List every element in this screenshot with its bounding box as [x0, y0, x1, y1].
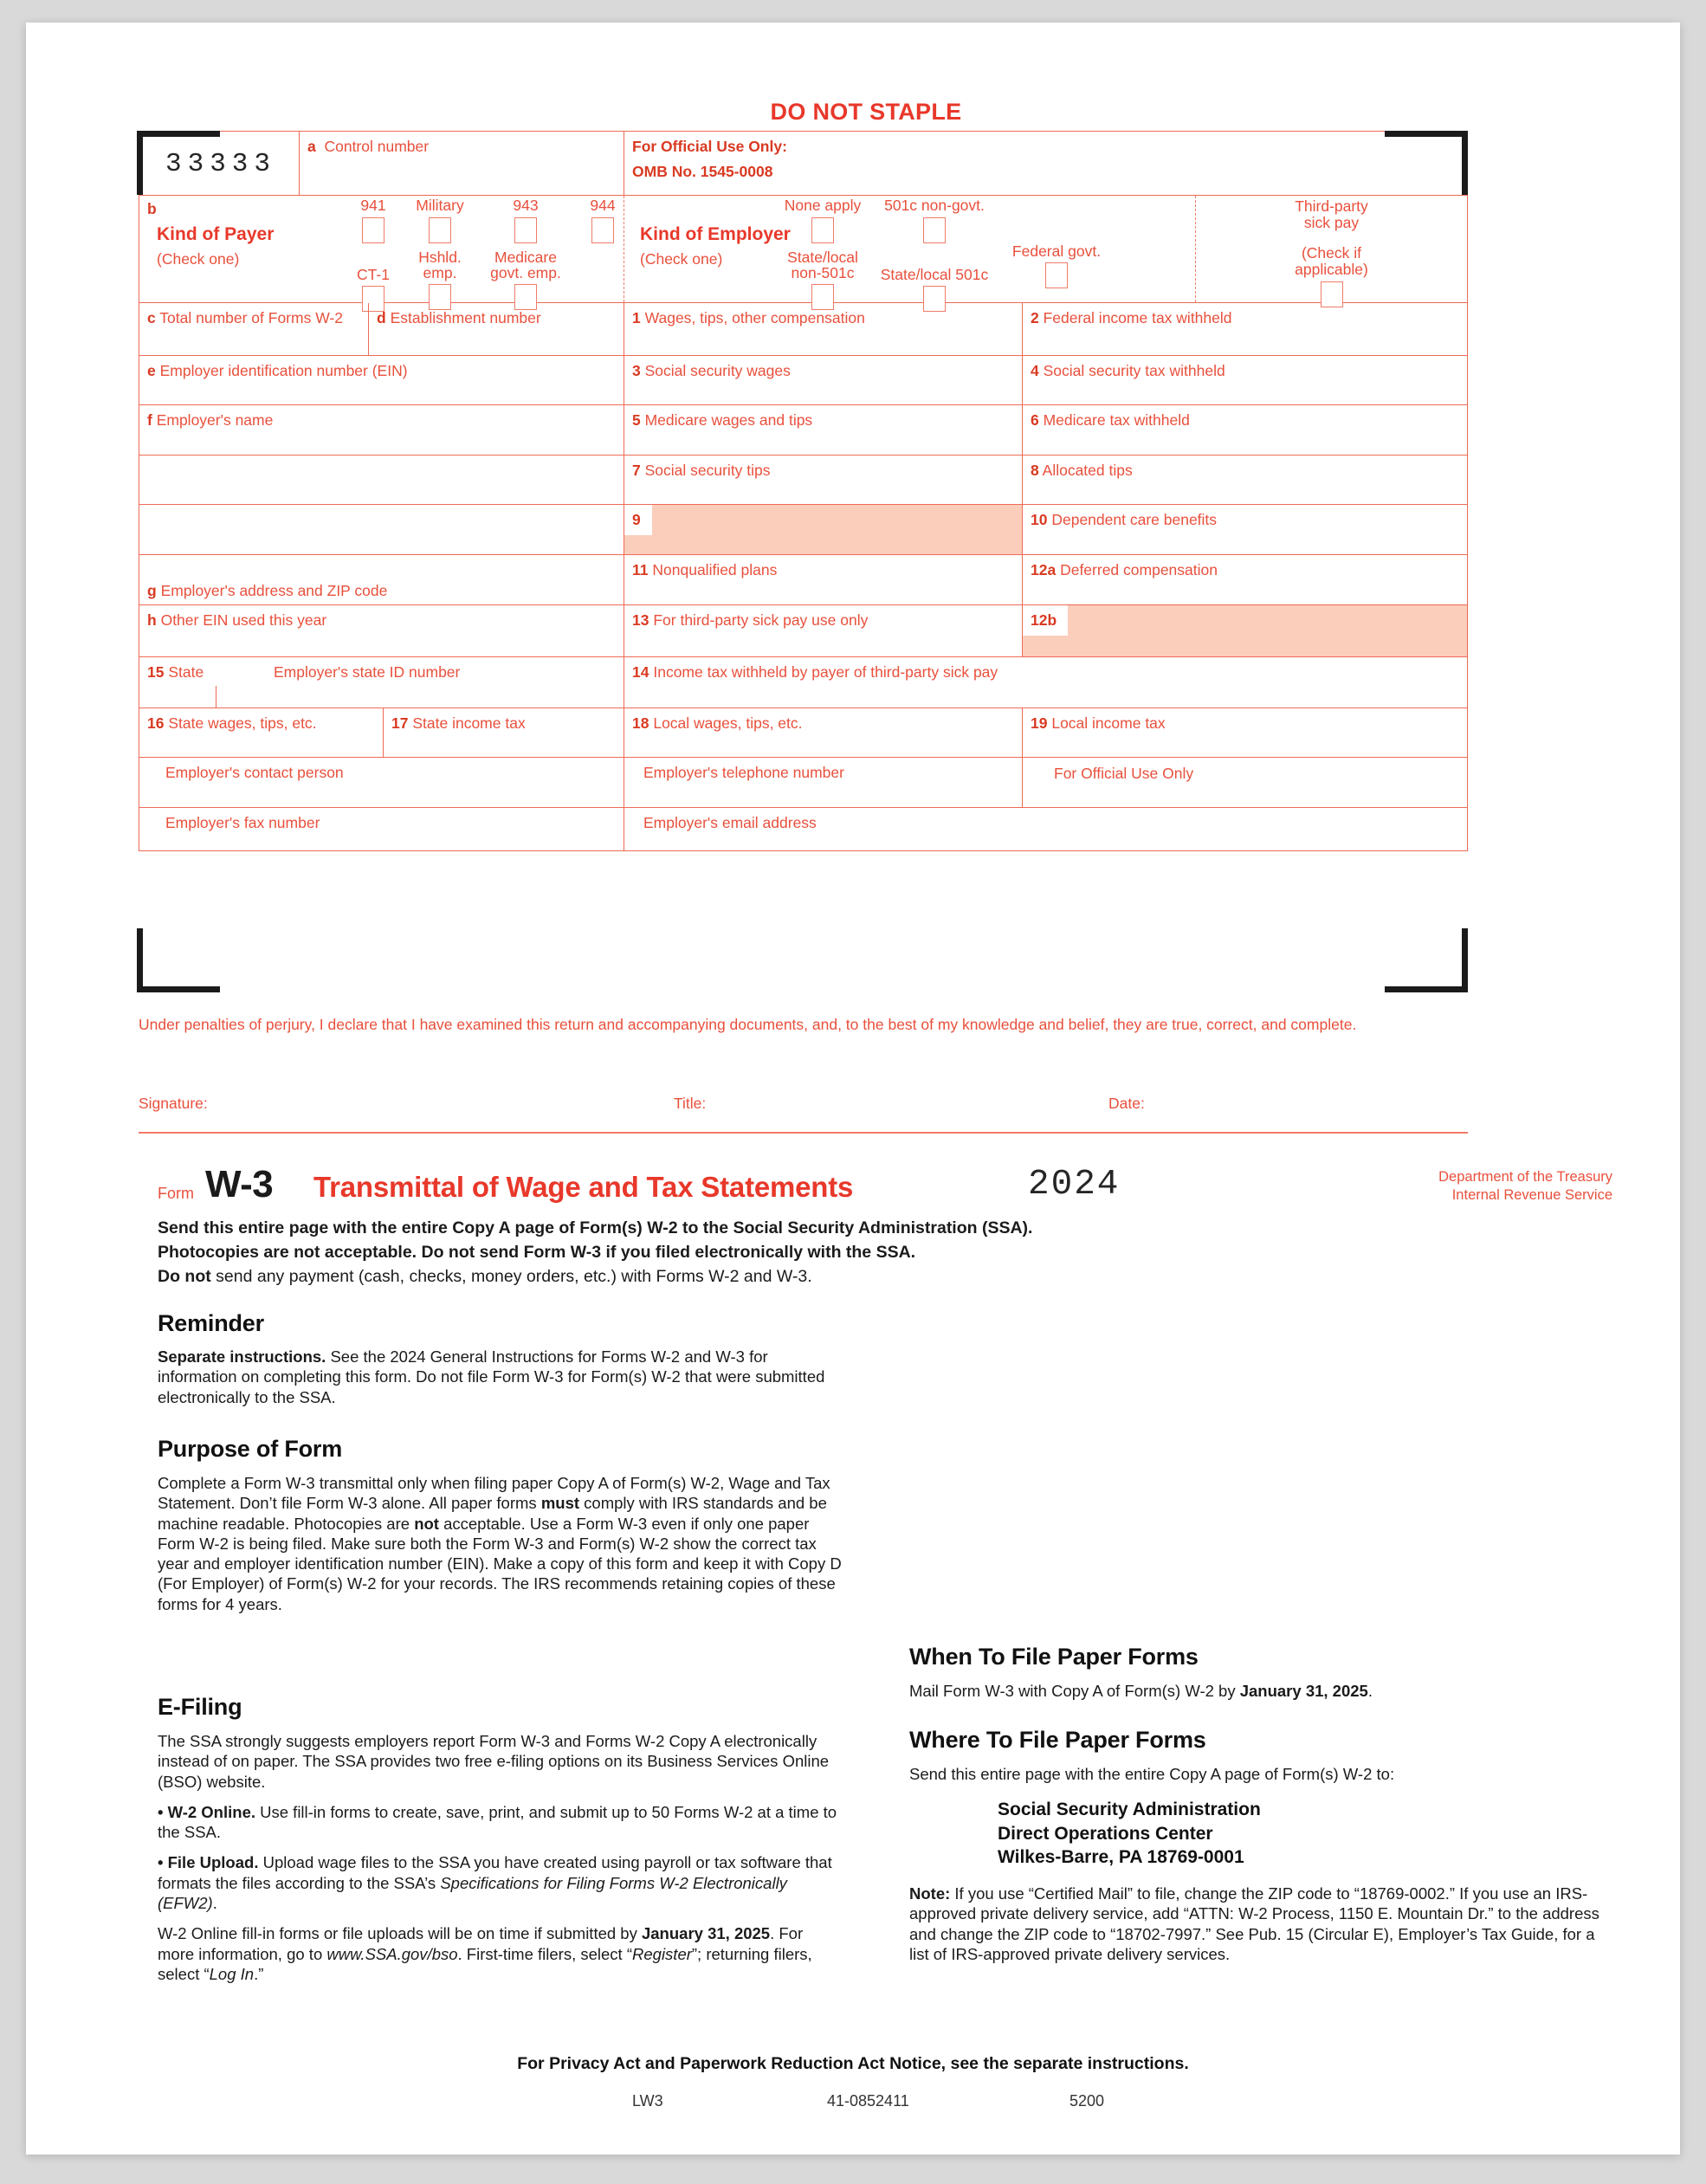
efiling-section [158, 1694, 842, 1984]
efiling-p2-url[interactable]: www.SSA.gov/bso [326, 1944, 458, 1963]
corner-bracket-tl-v [137, 131, 143, 195]
date-label: Date: [1108, 1095, 1145, 1112]
payer-checkbox-military[interactable] [429, 217, 451, 243]
kind-of-employer-title: Kind of Employer [640, 224, 791, 244]
box-12b [1023, 605, 1467, 656]
box-14-num: 14 [632, 663, 649, 681]
when-to-file-b: . [1367, 1682, 1373, 1700]
efiling-p2-date: January 31, 2025 [641, 1924, 771, 1943]
row-16-17-18-19 [139, 708, 1467, 758]
payer-col-military [408, 197, 472, 314]
box-16-num: 16 [147, 714, 165, 732]
efiling-bullet1-rest: Use fill-in forms to create, save, print, and submit up to 50 Forms W-2 at a time to the SSA. [158, 1802, 837, 1842]
form-number: W-3 [205, 1163, 274, 1205]
box-c[interactable] [139, 303, 369, 355]
reminder-lead: Separate instructions. [158, 1347, 326, 1366]
corner-bracket-br-v [1462, 928, 1468, 992]
box-14-label: Income tax withheld by payer of third-party sick pay [653, 663, 998, 681]
where-to-file-section [909, 1727, 1612, 1964]
reminder-body [158, 1347, 842, 1407]
purpose-heading: Purpose of Form [158, 1436, 343, 1462]
box-19-num: 19 [1031, 714, 1048, 732]
payer-col-944 [579, 197, 626, 248]
box-2-label: Federal income tax withheld [1043, 309, 1232, 326]
box-15-state-id-label: Employer's state ID number [274, 663, 461, 681]
box-2-num: 2 [1031, 309, 1039, 326]
third-party-title: Third-party sick pay [1295, 197, 1368, 231]
box-12b-num: 12b [1023, 605, 1068, 636]
field-email[interactable] [624, 808, 1467, 850]
box-12a-label: Deferred compensation [1060, 561, 1218, 578]
control-number-field[interactable] [300, 132, 624, 195]
perjury-statement: Under penalties of perjury, I declare that I have examined this return and accompanying documents, and, to the best of my knowledge and belief, they are true, correct, and complete. [139, 1016, 1357, 1033]
box-6-num: 6 [1031, 411, 1039, 429]
payer-label-944: 944 [590, 197, 616, 214]
box-g-label: Employer's address and ZIP code [160, 581, 388, 599]
box-c-letter: c [147, 309, 156, 326]
reminder-heading: Reminder [158, 1310, 264, 1336]
efiling-heading: E-Filing [158, 1694, 242, 1720]
signature-label: Signature: [139, 1095, 208, 1112]
employer-checkbox-federal-govt[interactable] [1045, 262, 1068, 288]
box-10[interactable] [1023, 505, 1467, 554]
box-4[interactable] [1023, 356, 1467, 404]
when-to-file-heading: When To File Paper Forms [909, 1644, 1199, 1670]
row-15-14 [139, 657, 1467, 708]
purpose-p1b: comply with IRS standards and be machine readable. Photocopies are [158, 1494, 827, 1533]
control-number-letter: a [307, 138, 316, 155]
note-rest: If you use “Certified Mail” to file, change the ZIP code to “18769-0002.” If you use an IRS-approved private delivery service, add “ATTN: W-2 Process, 1150 E. Mountain Dr.” to the address and change the ZIP code to “18702-7997.” See Pub. 15 (Circular E), Employer’s Tax Guide, for a list of IRS-approved private delivery services. [909, 1884, 1599, 1964]
box-3-num: 3 [632, 362, 641, 379]
field-official-use-2 [1023, 758, 1467, 807]
payer-col-941 [346, 197, 401, 316]
employer-checkbox-none-apply[interactable] [811, 217, 834, 243]
box-15-label: State [168, 663, 204, 681]
ssa-address-line3: Wilkes-Barre, PA 18769-0001 [998, 1846, 1244, 1867]
box-7-num: 7 [632, 462, 641, 479]
footer-code-right: 5200 [1069, 2092, 1105, 2110]
when-to-file-date: January 31, 2025 [1239, 1682, 1368, 1700]
when-to-file-section [909, 1644, 1612, 1701]
payer-checkbox-943[interactable] [514, 217, 537, 243]
box-d-label: Establishment number [390, 309, 541, 326]
employer-col-none-apply [776, 197, 869, 314]
footer-code-mid: 41-0852411 [827, 2092, 909, 2110]
efiling-p2-login: Log In [209, 1964, 255, 1983]
payer-label-medicare-govt: Medicare govt. emp. [490, 248, 561, 282]
box-11-num: 11 [632, 561, 649, 578]
box-12a-num: 12a [1031, 561, 1057, 578]
when-to-file-body [909, 1681, 1612, 1701]
box-5[interactable] [624, 405, 1023, 455]
kind-of-payer-subtitle: (Check one) [157, 250, 240, 268]
corner-bracket-br-h [1385, 986, 1468, 992]
box-13-label: For third-party sick pay use only [653, 611, 869, 629]
box-c-label: Total number of Forms W-2 [159, 309, 343, 326]
row-c-d-1-2 [139, 303, 1467, 356]
box-7[interactable] [624, 456, 1023, 504]
w3-form-grid [139, 131, 1468, 851]
box-h-letter: h [147, 611, 157, 629]
box-5-label: Medicare wages and tips [644, 411, 813, 429]
box-16[interactable] [139, 708, 384, 757]
payer-label-hshld-emp: Hshld. emp. [418, 248, 462, 282]
employer-label-501c-nongovt: 501c non-govt. [884, 197, 985, 214]
efiling-p2e: .” [254, 1964, 264, 1983]
title-label: Title: [674, 1095, 707, 1112]
purpose-not: not [414, 1514, 439, 1533]
payer-checkbox-944[interactable] [591, 217, 614, 243]
third-party-sick-pay-section [1196, 196, 1467, 302]
employer-name-continuation-2[interactable] [139, 505, 624, 554]
payer-label-ct1: CT-1 [357, 265, 390, 283]
contact-person-label: Employer's contact person [165, 764, 344, 781]
box-e[interactable] [139, 356, 624, 404]
efiling-p2c: . First-time filers, select “ [457, 1944, 632, 1963]
reminder-text: See the 2024 General Instructions for Forms W-2 and W-3 for information on completing this form. Do not file Form W-3 for Form(s) W-2 that were submitted electronically to the SSA. [158, 1347, 825, 1406]
privacy-act-notice: For Privacy Act and Paperwork Reduction Act Notice, see the separate instructions. [517, 2054, 1189, 2073]
efiling-bullet1-lead: • W-2 Online. [158, 1802, 255, 1821]
corner-bracket-tr-h [1385, 131, 1468, 137]
box-6-label: Medicare tax withheld [1043, 411, 1190, 429]
row-contact [139, 758, 1467, 808]
where-to-file-intro: Send this entire page with the entire Copy A page of Form(s) W-2 to: [909, 1765, 1395, 1783]
efiling-bullet-1 [158, 1802, 842, 1843]
telephone-label: Employer's telephone number [643, 764, 844, 781]
box-10-label: Dependent care benefits [1051, 511, 1218, 528]
official-use-cell [624, 132, 1467, 195]
efiling-bullet2-rest-a: Upload wage files to the SSA you have created using payroll or tax software that formats the files according to the SSA’s [158, 1853, 832, 1892]
box-19[interactable] [1023, 708, 1467, 757]
corner-bracket-tl-h [137, 131, 220, 137]
employer-label-state-local-non501c: State/local non-501c [787, 248, 858, 282]
when-to-file-a: Mail Form W-3 with Copy A of Form(s) W-2 by [909, 1682, 1240, 1700]
box-8-num: 8 [1031, 462, 1039, 479]
box-4-num: 4 [1031, 362, 1039, 379]
box-15-num: 15 [147, 663, 165, 681]
control-number-label: Control number [324, 138, 430, 155]
note-lead: Note: [909, 1884, 951, 1903]
corner-bracket-bl-v [137, 928, 143, 992]
send-line-3 [158, 1264, 1612, 1289]
box-g[interactable] [139, 555, 624, 604]
box-2[interactable] [1023, 303, 1467, 355]
box-f-label: Employer's name [156, 411, 274, 429]
control-number-value-cell[interactable] [139, 132, 300, 195]
ssa-address-line1: Social Security Administration [998, 1800, 1261, 1820]
box-1-label: Wages, tips, other compensation [644, 309, 865, 326]
form-title-band [158, 1161, 1612, 1210]
official-use-2-label: For Official Use Only [1054, 765, 1194, 782]
box-12a[interactable] [1023, 555, 1467, 604]
row-e-3-4 [139, 356, 1467, 405]
box-3[interactable] [624, 356, 1023, 404]
box-1[interactable] [624, 303, 1023, 355]
kind-of-employer-subtitle: (Check one) [640, 250, 723, 268]
fax-label: Employer's fax number [165, 814, 320, 831]
where-to-file-note [909, 1884, 1612, 1964]
send-line-1: Send this entire page with the entire Copy A page of Form(s) W-2 to the Social Security Administration (SSA). [158, 1218, 1033, 1237]
box-19-label: Local income tax [1051, 714, 1166, 732]
ssa-address-line2: Direct Operations Center [998, 1823, 1213, 1844]
box-18-label: Local wages, tips, etc. [653, 714, 803, 732]
efiling-p2-register: Register [632, 1944, 692, 1963]
payer-label-943: 943 [513, 197, 539, 214]
send-line-3-bold: Do not [158, 1267, 211, 1287]
box-5-num: 5 [632, 411, 641, 429]
efiling-p2b: . For more information, go to [158, 1924, 804, 1963]
field-contact-person[interactable] [139, 758, 624, 807]
field-fax[interactable] [139, 808, 624, 850]
payer-label-military: Military [416, 197, 464, 214]
omb-number: OMB No. 1545-0008 [632, 163, 773, 181]
department-line1: Department of the Treasury [1438, 1169, 1612, 1185]
efiling-p1: The SSA strongly suggests employers report Form W-3 and Forms W-2 Copy A electronically instead of on paper. The SSA provides two free e-filing options on its Business Services Online (BSO) website. [158, 1732, 830, 1791]
row-f-5-6 [139, 405, 1467, 456]
box-13-num: 13 [632, 611, 649, 629]
third-party-subtitle: (Check if applicable) [1295, 243, 1368, 278]
efiling-bullet2-lead: • File Upload. [158, 1853, 259, 1872]
efiling-p2 [158, 1923, 842, 1984]
employer-label-federal-govt: Federal govt. [1011, 242, 1102, 260]
box-d-letter: d [377, 309, 386, 326]
box-e-label: Employer identification number (EIN) [159, 362, 408, 379]
ssa-address [998, 1798, 1612, 1869]
kind-of-payer-letter: b [147, 200, 157, 217]
row-kind-of [139, 196, 1467, 303]
box-e-letter: e [147, 362, 156, 379]
box-18-num: 18 [632, 714, 649, 732]
box-d[interactable] [369, 303, 624, 355]
box-16-label: State wages, tips, etc. [168, 714, 317, 732]
efiling-bullet2-rest-b: . [212, 1894, 217, 1913]
row-blank-7-8 [139, 456, 1467, 505]
employer-checkbox-501c-nongovt[interactable] [923, 217, 946, 243]
purpose-must: must [540, 1494, 580, 1513]
email-label: Employer's email address [643, 814, 817, 831]
payer-col-943 [475, 197, 576, 314]
reminder-section [158, 1310, 842, 1407]
box-14[interactable] [624, 657, 1467, 708]
purpose-p1c: acceptable. Use a Form W-3 even if only one paper Form W-2 is being filed. Make sure both the Form W-3 and Form(s) W-2 show the correct tax year and employer identification number (EIN). Make a copy of this form and keep it with Copy D (For Employer) of Form(s) W-2 for your records. The IRS recommends retaining copies of these forms for 4 years. [158, 1514, 842, 1613]
form-word: Form [158, 1185, 194, 1202]
purpose-body [158, 1473, 842, 1614]
box-6[interactable] [1023, 405, 1467, 455]
row-h-13-12b [139, 605, 1467, 657]
send-line-2: Photocopies are not acceptable. Do not send Form W-3 if you filed electronically with the SSA. [158, 1243, 916, 1263]
box-f-letter: f [147, 411, 152, 429]
box-g-letter: g [147, 581, 157, 599]
send-line-3-rest: send any payment (cash, checks, money orders, etc.) with Forms W-2 and W-3. [210, 1267, 812, 1287]
efiling-p2d: ”; returning filers, select “ [158, 1944, 812, 1983]
box-7-label: Social security tips [644, 462, 771, 479]
signature-row [139, 1095, 1468, 1134]
efiling-bullet-2 [158, 1852, 842, 1913]
kind-of-payer-section [139, 196, 624, 302]
employer-label-state-local-501c: State/local 501c [880, 265, 989, 283]
send-instructions [158, 1216, 1612, 1289]
box-h[interactable] [139, 605, 624, 656]
do-not-staple-heading: DO NOT STAPLE [770, 99, 962, 125]
box-13[interactable] [624, 605, 1023, 656]
where-to-file-heading: Where To File Paper Forms [909, 1727, 1206, 1753]
tax-year: 2024 [1028, 1165, 1121, 1205]
row-fax-email [139, 808, 1467, 851]
box-8[interactable] [1023, 456, 1467, 504]
payer-checkbox-941[interactable] [362, 217, 384, 243]
box-10-num: 10 [1031, 511, 1048, 528]
box-h-label: Other EIN used this year [160, 611, 327, 629]
box-f[interactable] [139, 405, 624, 455]
footer-code-left: LW3 [632, 2092, 663, 2110]
employer-name-continuation[interactable] [139, 456, 624, 504]
third-party-col [1196, 198, 1467, 312]
efiling-bullet2-italic: Specifications for Filing Forms W-2 Electronically (EFW2) [158, 1873, 787, 1913]
control-number-value: 33333 [165, 149, 277, 179]
efiling-p2a: W-2 Online fill-in forms or file uploads will be on time if submitted by [158, 1924, 642, 1943]
field-telephone[interactable] [624, 758, 1023, 807]
employer-col-federal-govt [1005, 197, 1108, 293]
box-17-label: State income tax [412, 714, 526, 732]
row-g-11-12a [139, 555, 1467, 605]
form-title: Transmittal of Wage and Tax Statements [313, 1171, 854, 1203]
box-18[interactable] [624, 708, 1023, 757]
purpose-section [158, 1436, 842, 1614]
box-1-num: 1 [632, 309, 641, 326]
kind-of-employer-section [624, 196, 1196, 302]
row-control-number [139, 132, 1467, 196]
purpose-p1a: Complete a Form W-3 transmittal only when filing paper Copy A of Form(s) W-2, Wage and Tax Statement. Don’t file Form W-3 alone. All paper forms [158, 1474, 830, 1513]
employer-col-501c-nongovt [877, 197, 992, 316]
corner-bracket-tr-v [1462, 131, 1468, 195]
box-17-num: 17 [391, 714, 409, 732]
kind-of-payer-title: Kind of Payer [157, 224, 275, 244]
box-9-num: 9 [624, 505, 652, 535]
row-9-10 [139, 505, 1467, 555]
box-8-label: Allocated tips [1042, 462, 1133, 479]
box-11-label: Nonqualified plans [652, 561, 778, 578]
employer-label-none-apply: None apply [784, 197, 862, 214]
box-11[interactable] [624, 555, 1023, 604]
box-15[interactable] [139, 657, 624, 708]
box-9 [624, 505, 1023, 554]
box-3-label: Social security wages [644, 362, 791, 379]
official-use-line1: For Official Use Only: [632, 138, 787, 155]
box-17[interactable] [384, 708, 624, 757]
corner-bracket-bl-h [137, 986, 220, 992]
form-sheet [26, 23, 1680, 2155]
department-line2: Internal Revenue Service [1451, 1187, 1612, 1203]
payer-label-941: 941 [360, 197, 386, 214]
box-4-label: Social security tax withheld [1043, 362, 1225, 379]
